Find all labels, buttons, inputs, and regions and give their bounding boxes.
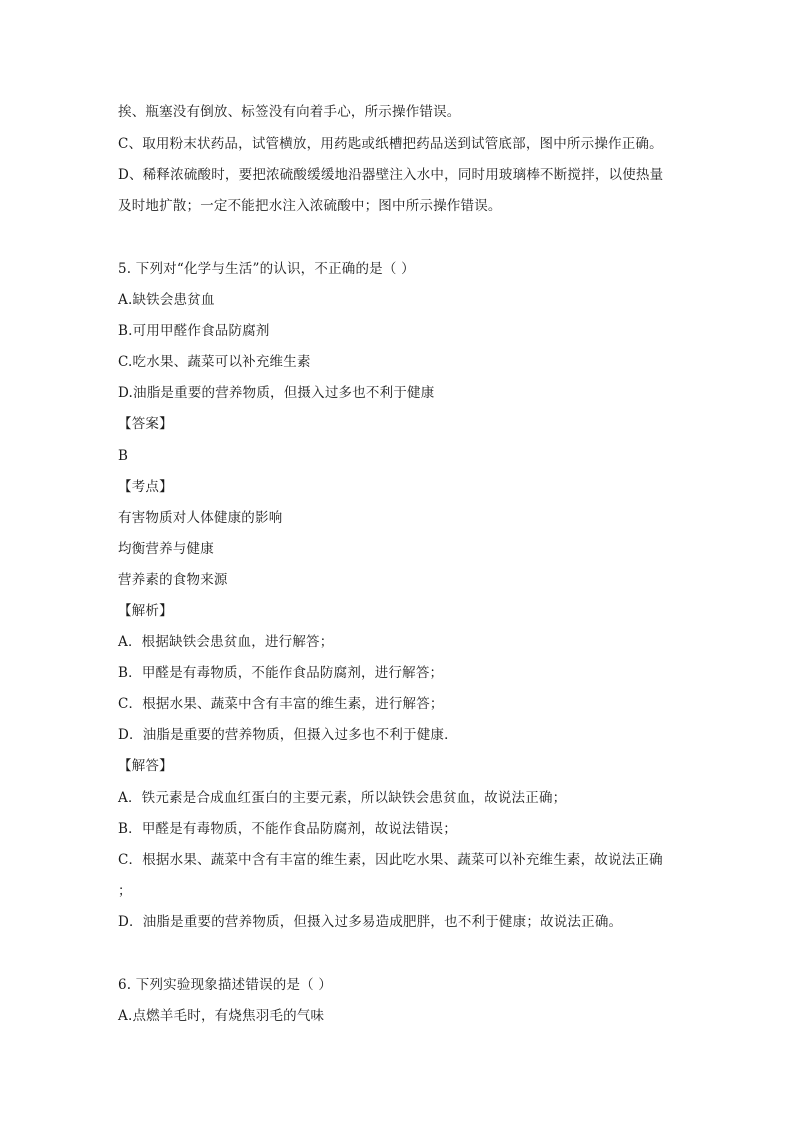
jieda-item: B．甲醛是有毒物质，不能作食品防腐剂，故说法错误；: [118, 821, 457, 837]
text-line: 挨、瓶塞没有倒放、标签没有向着手心，所示操作错误。: [118, 104, 461, 120]
jiexi-item: C．根据水果、蔬菜中含有丰富的维生素，进行解答；: [118, 696, 444, 712]
kaodian-item: 均衡营养与健康: [118, 541, 214, 557]
jieda-item: D．油脂是重要的营养物质，但摄入过多易造成肥胖，也不利于健康；故说法正确。: [118, 914, 623, 930]
text-line: 及时地扩散；一定不能把水注入浓硫酸中；图中所示操作错误。: [118, 198, 502, 214]
question-5-option-a: A.缺铁会患贫血: [118, 292, 215, 308]
answer-heading: 【答案】: [118, 416, 173, 432]
kaodian-item: 营养素的食物来源: [118, 572, 228, 588]
question-6-stem: 6. 下列实验现象描述错误的是（ ）: [118, 977, 333, 993]
option-d-explanation: D、稀释浓硫酸时，要把浓硫酸缓缓地沿器壁注入水中，同时用玻璃棒不断搅拌，以使热量: [118, 167, 664, 183]
kaodian-heading: 【考点】: [118, 479, 173, 495]
jieda-item: A．铁元素是合成血红蛋白的主要元素，所以缺铁会患贫血，故说法正确；: [118, 790, 567, 806]
jiexi-heading: 【解析】: [118, 603, 173, 619]
kaodian-item: 有害物质对人体健康的影响: [118, 510, 283, 526]
question-5-option-c: C.吃水果、蔬菜可以补充维生素: [118, 354, 311, 370]
option-c-explanation: C、取用粉末状药品，试管横放，用药匙或纸槽把药品送到试管底部，图中所示操作正确。: [118, 136, 663, 152]
jieda-item: C．根据水果、蔬菜中含有丰富的维生素，因此吃水果、蔬菜可以补充维生素，故说法正确: [118, 852, 663, 868]
jieda-item: ；: [118, 883, 132, 899]
question-5-stem: 5. 下列对“化学与生活”的认识，不正确的是（ ）: [118, 261, 415, 277]
jieda-heading: 【解答】: [118, 758, 173, 774]
question-5-option-d: D.油脂是重要的营养物质，但摄入过多也不利于健康: [118, 385, 435, 401]
question-6-option-a: A.点燃羊毛时，有烧焦羽毛的气味: [118, 1008, 325, 1024]
answer-value: B: [118, 448, 129, 464]
jiexi-item: D．油脂是重要的营养物质，但摄入过多也不利于健康．: [118, 727, 458, 743]
question-5-option-b: B.可用甲醛作食品防腐剂: [118, 323, 270, 339]
jiexi-item: B．甲醛是有毒物质，不能作食品防腐剂，进行解答；: [118, 665, 444, 681]
jiexi-item: A．根据缺铁会患贫血，进行解答；: [118, 634, 334, 650]
